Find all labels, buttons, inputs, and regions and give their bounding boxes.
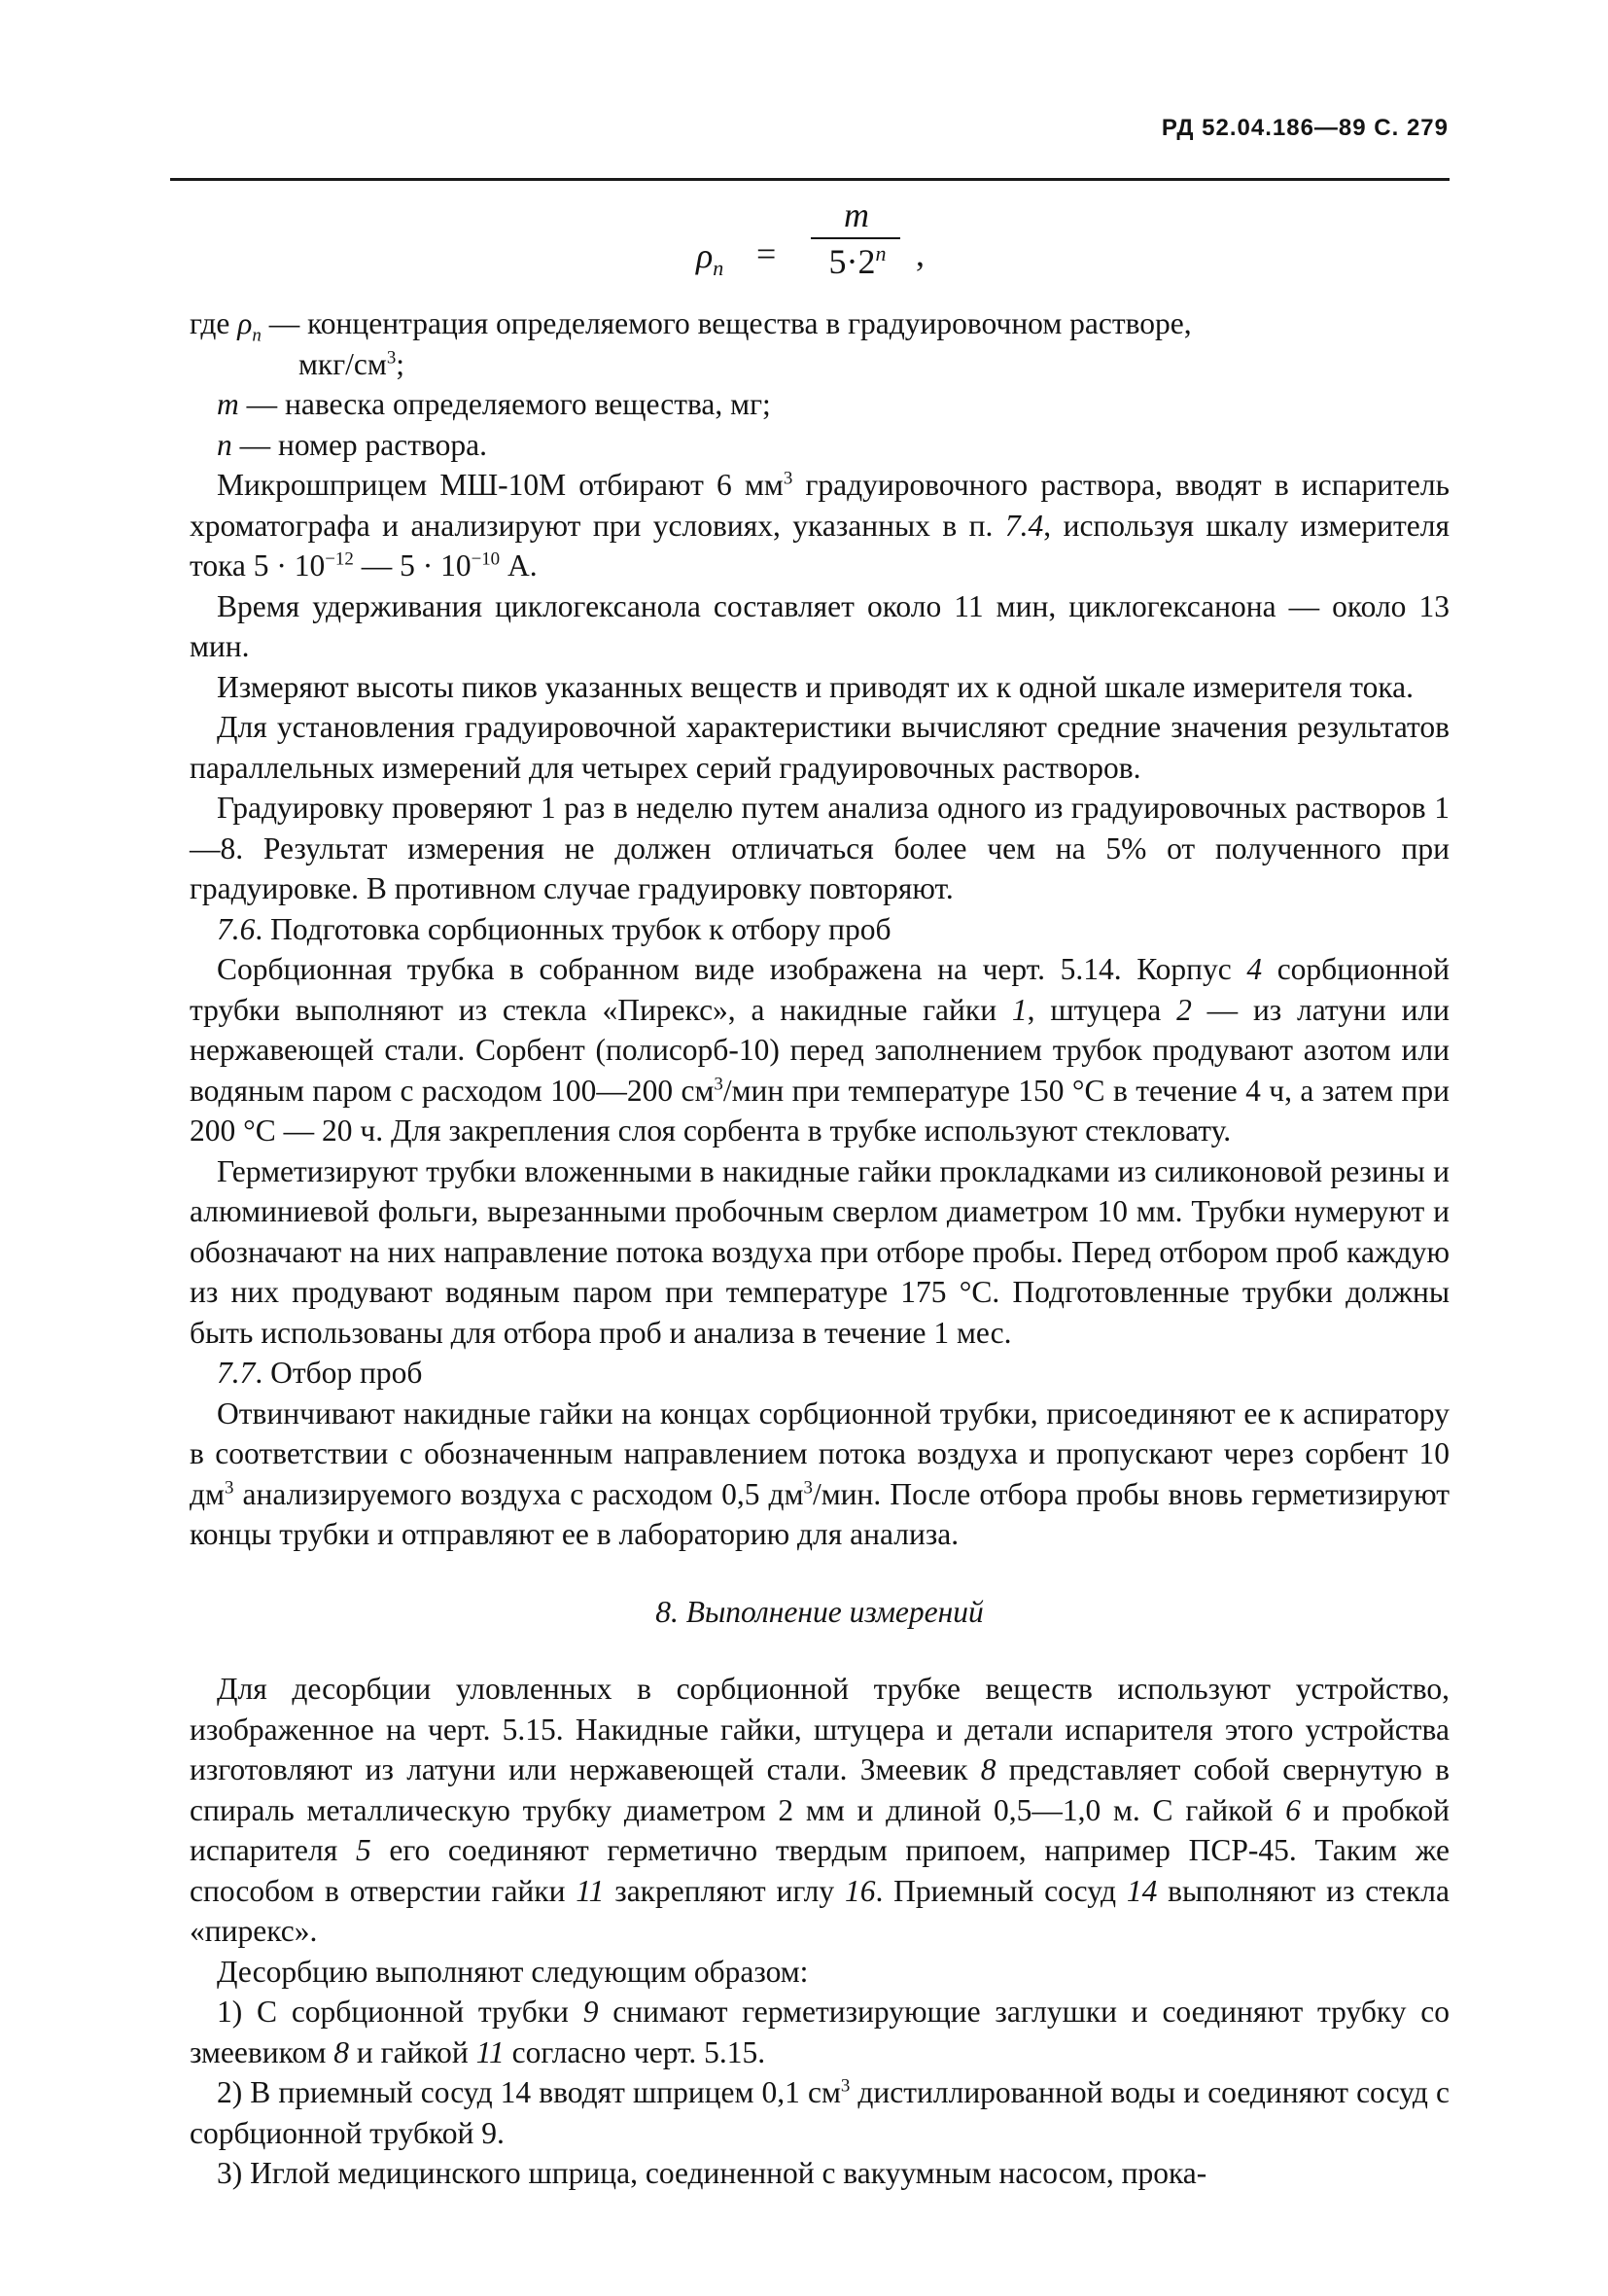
paragraph-calibration-check: Градуировку проверяют 1 раз в неделю путем анализа одного из градуировочных растворов 1—8. Результат измерения не должен отличаться более чем на 5% от полученного при градуировке. В противном случае градуировку повторяют. [190,791,1450,905]
section-7-7-heading: 7.7. Отбор проб [217,1356,423,1390]
header-rule [170,178,1450,181]
formula-comma: , [916,234,925,273]
definition-rho: где $\rho_n$ — концентрация определяемого вещества в градуировочном растворе, [190,306,1192,346]
section-8-heading: 8. Выполнение измерений [655,1594,984,1629]
fraction-bar [811,237,900,239]
formula-denominator: $5\cdot 2^n$ [828,241,887,281]
step-3: 3) Иглой медицинского шприца, соединенной с вакуумным насосом, прока- [217,2156,1207,2190]
paragraph-calibration-characteristic: Для установления градуировочной характеристики вычисляют средние значения результатов параллельных измерений для четырех серий градуировочных растворов. [190,710,1450,785]
paragraph-microsyringe: Микрошприцем МШ-10М отбирают 6 $мм^3$ градуировочного раствора, вводят в испаритель хроматографа и анализируют при условиях, указанных в п. 7.4, используя шкалу измерителя тока $5 \cdot 10^{-12}$ — $5 \cdot 10^{-10}$ А. [190,468,1450,583]
paragraph-desorption-intro: Десорбцию выполняют следующим образом: [217,1954,809,1989]
step-2: 2) В приемный сосуд 14 вводят шприцем 0,1 $см^3$ дистиллированной воды и соединяют сосуд с сорбционной трубкой 9. [190,2075,1450,2150]
paragraph-sealing-tubes: Герметизируют трубки вложенными в накидные гайки прокладками из силиконовой резины и алюминиевой фольги, вырезанными пробочным сверлом диаметром 10 мм. Трубки нумеруют и обозначают на них направление потока воздуха при отборе пробы. Перед отбором проб каждую из них продувают водяным паром при температуре 175 °С. Подготовленные трубки должны быть использованы для отбора проб и анализа в течение 1 мес. [190,1153,1450,1350]
formula-numerator: m [844,195,869,234]
paragraph-sampling: Отвинчивают накидные гайки на концах сорбционной трубки, присоединяют ее к аспиратору в соответствии с обозначенным направлением потока воздуха и пропускают через сорбент 10 $дм^3$ анализируемого воздуха с расходом 0,5 $дм^3$/мин. После отбора пробы вновь герметизируют концы трубки и отправляют ее в лабораторию для анализа. [190,1395,1451,1551]
formula-lhs: $\rho_n$ [696,236,724,281]
formula-equals: = [756,234,777,273]
paragraph-retention-time: Время удерживания циклогексанола составляет около 11 мин, циклогексанона — около 13 мин. [190,588,1450,663]
paragraph-desorption-device: Для десорбции уловленных в сорбционной трубке веществ используют устройство, изображенное на черт. 5.15. Накидные гайки, штуцера и детали испарителя этого устройства изготовляют из латуни или нержавеющей стали. Змеевик 8 представляет собой свернутую в спираль металлическую трубку диаметром 2 мм и длиной 0,5—1,0 м. С гайкой 6 и пробкой испарителя 5 его соединяют герметично твердым припоем, например ПСР-45. Таким же способом в отверстии гайки 11 закрепляют иглу 16. Приемный сосуд 14 выполняют из стекла «пирекс». [190,1672,1451,1948]
document-body [190,303,1450,2194]
paragraph-sorption-tube: Сорбционная трубка в собранном виде изображена на черт. 5.14. Корпус 4 сорбционной трубки выполняют из стекла «Пирекс», а накидные гайки 1, штуцера 2 — из латуни или нержавеющей стали. Сорбент (полисорб-10) перед заполнением трубок продувают азотом или водяным паром с расходом 100—200 $см^3$/мин при температуре 150 °С в течение 4 ч, а затем при 200 °С — 20 ч. Для закрепления слоя сорбента в трубке используют стекловату. [190,952,1450,1148]
page-header: РД 52.04.186—89 С. 279 [1161,115,1449,141]
section-7-6-heading: 7.6. Подготовка сорбционных трубок к отбору проб [217,911,891,946]
step-1: 1) С сорбционной трубки 9 снимают герметизирующие заглушки и соединяют трубку со змеевиком 8 и гайкой 11 согласно черт. 5.15. [190,1995,1450,2069]
definition-m: m — навеска определяемого вещества, мг; [217,387,771,421]
definition-rho-unit: мкг/$см^3$; [298,346,405,381]
formula [696,194,949,282]
definition-n: n — номер раствора. [217,427,488,462]
paragraph-peak-heights: Измеряют высоты пиков указанных веществ и приводят их к одной шкале измерителя тока. [217,669,1415,704]
